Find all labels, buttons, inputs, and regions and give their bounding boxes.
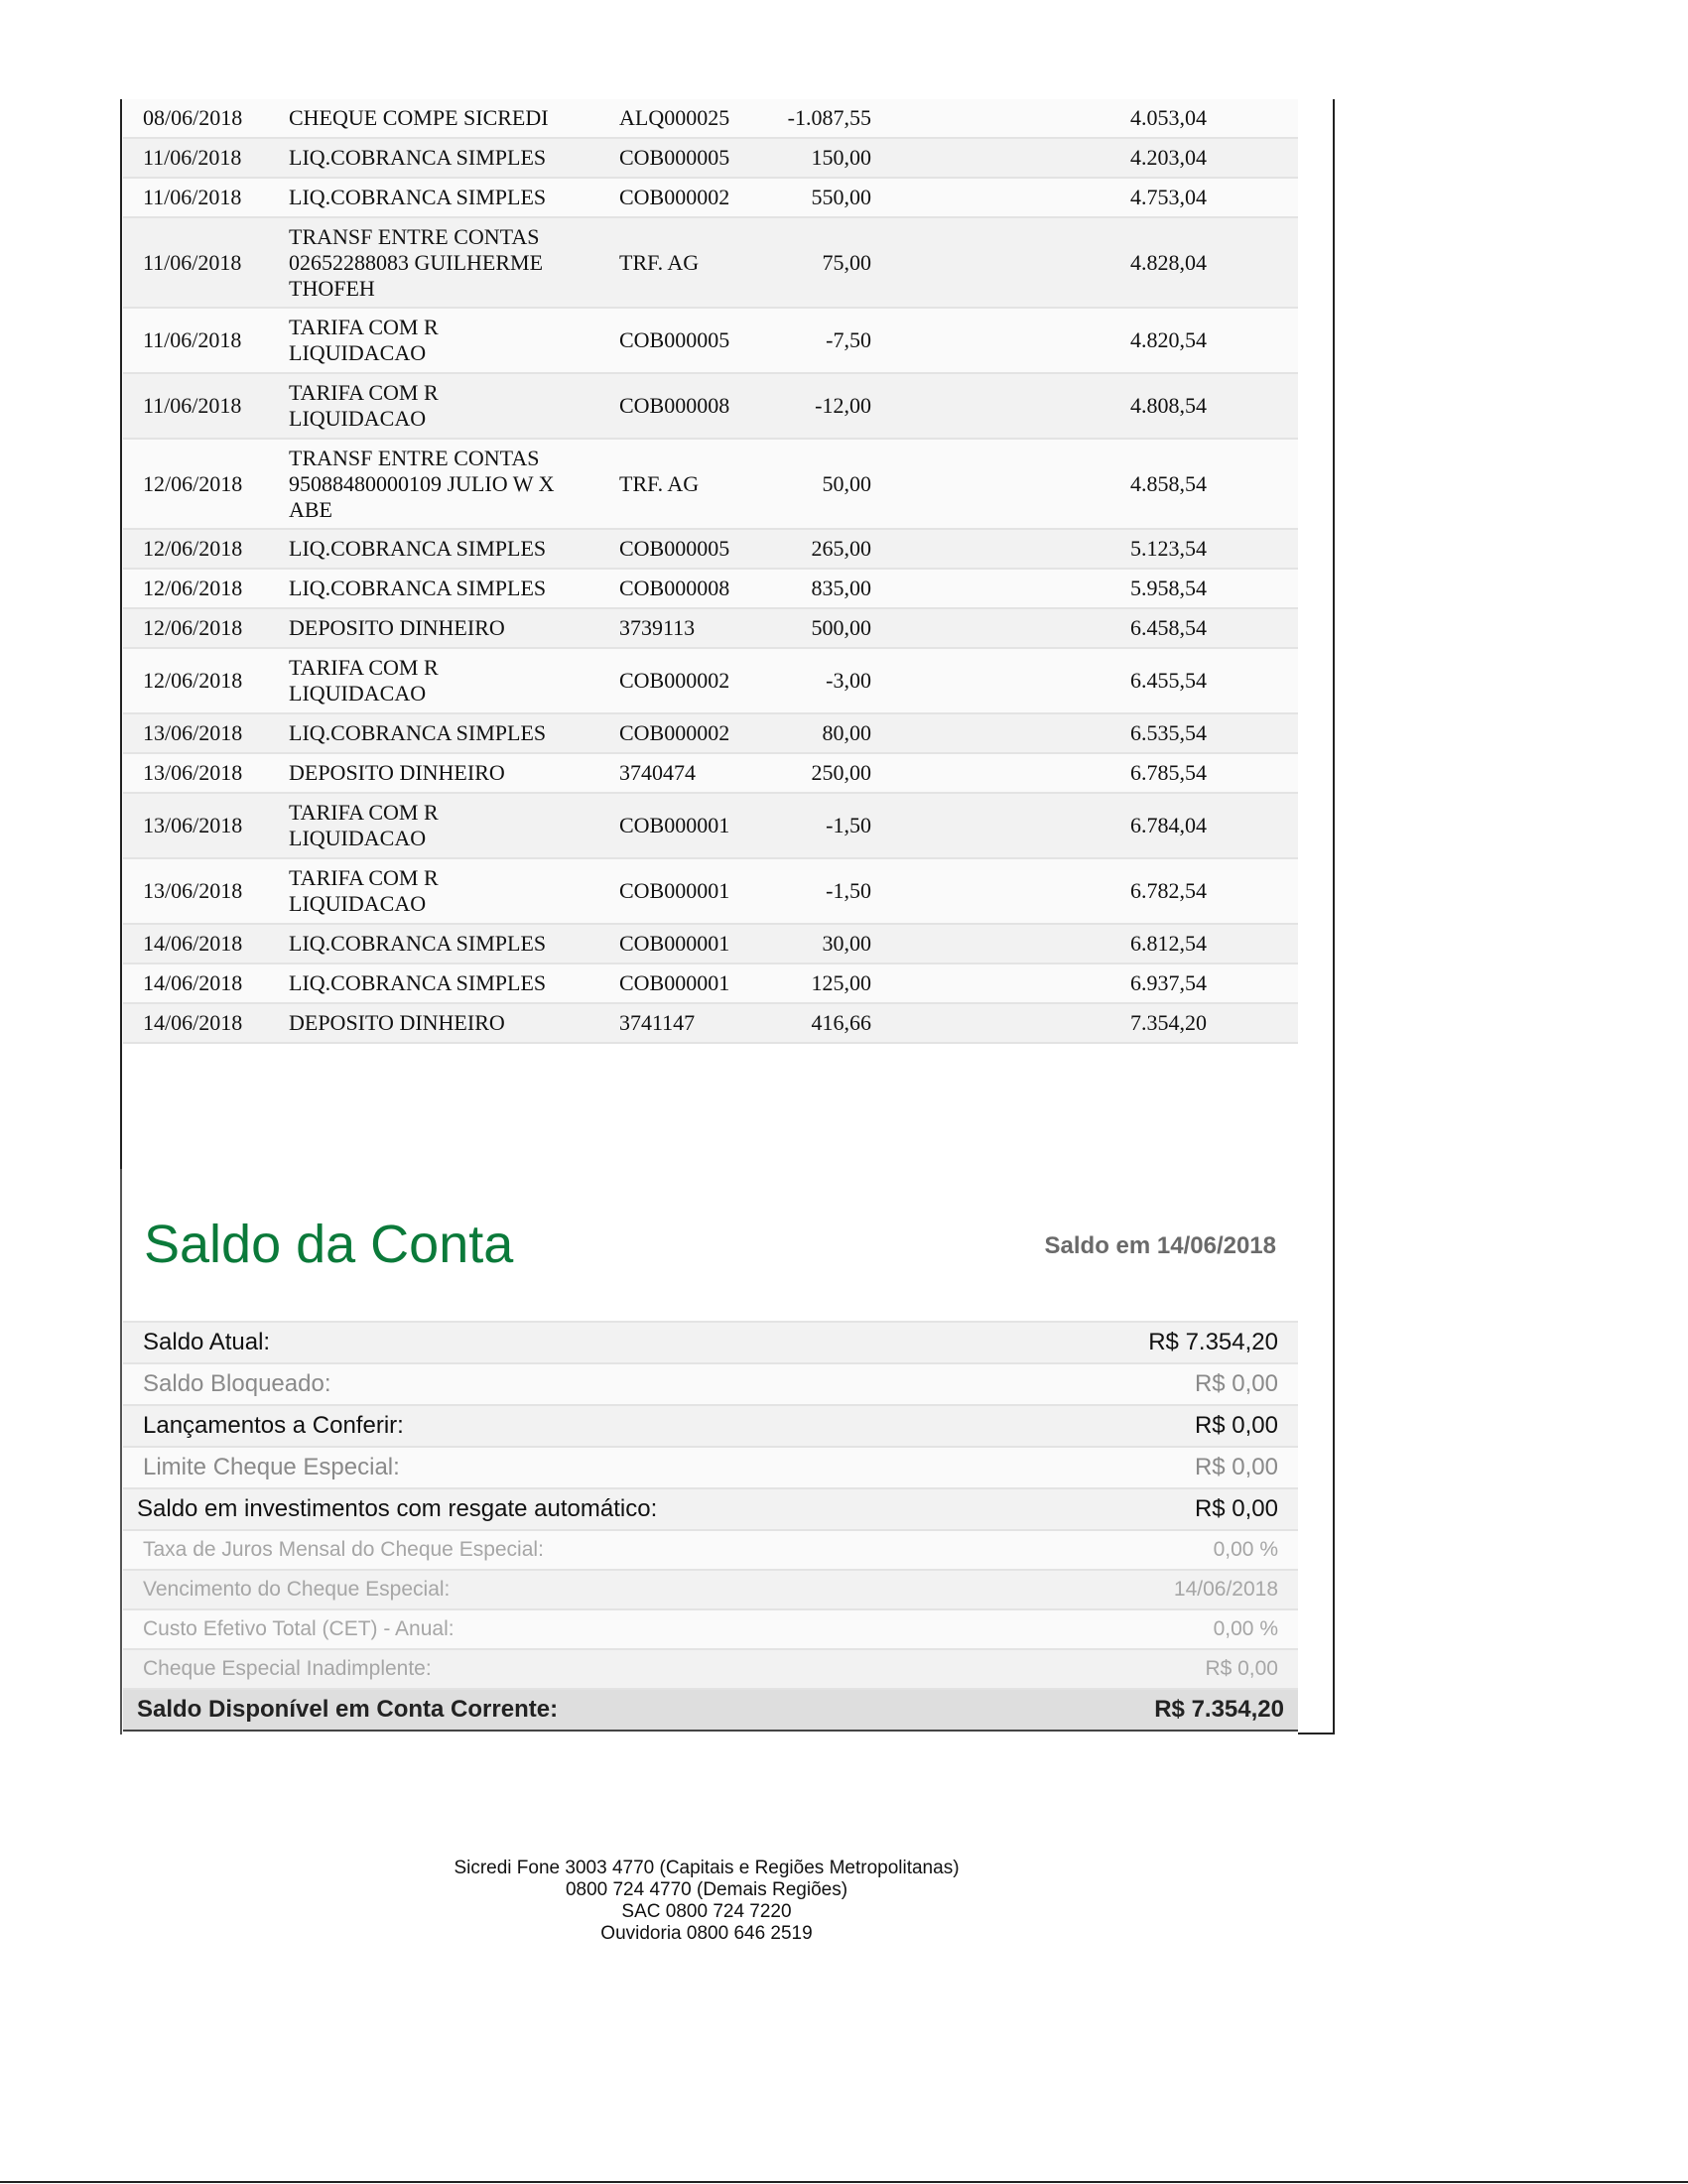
transaction-value: -1,50 bbox=[826, 878, 871, 903]
transaction-document: COB000005 bbox=[619, 145, 730, 170]
transaction-balance: 6.458,54 bbox=[1130, 615, 1207, 640]
transaction-date: 12/06/2018 bbox=[143, 615, 243, 640]
saldo-row-value: 14/06/2018 bbox=[1173, 1578, 1278, 1601]
saldo-row-value: 0,00 % bbox=[1213, 1617, 1278, 1640]
transaction-value: -7,50 bbox=[826, 327, 871, 352]
transaction-balance: 6.937,54 bbox=[1130, 970, 1207, 995]
transaction-balance: 4.820,54 bbox=[1130, 327, 1207, 352]
transaction-balance: 4.053,04 bbox=[1130, 105, 1207, 130]
transaction-description: DEPOSITO DINHEIRO bbox=[289, 1010, 505, 1035]
saldo-row-label: Vencimento do Cheque Especial: bbox=[143, 1578, 451, 1601]
transaction-value: -1,50 bbox=[826, 813, 871, 837]
transaction-date: 13/06/2018 bbox=[143, 813, 243, 837]
transaction-date: 11/06/2018 bbox=[143, 185, 242, 209]
transaction-row bbox=[123, 925, 1298, 964]
transaction-row bbox=[123, 859, 1298, 925]
transaction-balance: 4.828,04 bbox=[1130, 249, 1207, 275]
transaction-value: -1.087,55 bbox=[787, 105, 871, 130]
transaction-document: COB000002 bbox=[619, 185, 730, 209]
saldo-row-label: Limite Cheque Especial: bbox=[143, 1454, 400, 1480]
transaction-document: 3740474 bbox=[619, 760, 696, 785]
transaction-balance: 6.455,54 bbox=[1130, 668, 1207, 693]
transaction-document: COB000001 bbox=[619, 878, 730, 903]
transaction-description: TARIFA COM R LIQUIDACAO bbox=[289, 800, 439, 850]
transaction-document: COB000002 bbox=[619, 668, 730, 693]
transaction-row bbox=[123, 964, 1298, 1004]
transaction-balance: 5.958,54 bbox=[1130, 576, 1207, 600]
transaction-value: 416,66 bbox=[811, 1010, 871, 1035]
transaction-date: 12/06/2018 bbox=[143, 470, 243, 496]
transaction-balance: 6.782,54 bbox=[1130, 878, 1207, 903]
saldo-row bbox=[123, 1323, 1298, 1364]
transaction-description: TARIFA COM R LIQUIDACAO bbox=[289, 380, 439, 431]
transaction-row bbox=[123, 440, 1298, 530]
transaction-row bbox=[123, 609, 1298, 649]
transaction-value: 500,00 bbox=[811, 615, 871, 640]
transaction-row bbox=[123, 794, 1298, 859]
saldo-row-value: R$ 0,00 bbox=[1194, 1495, 1278, 1522]
page-bottom-line bbox=[0, 2181, 1688, 2183]
transaction-row bbox=[123, 1004, 1298, 1044]
footer-line: Sicredi Fone 3003 4770 (Capitais e Regiões Metropolitanas) bbox=[454, 1858, 960, 1878]
frame-left-line-lower bbox=[120, 1169, 122, 1734]
transaction-date: 13/06/2018 bbox=[143, 720, 243, 745]
transaction-date: 14/06/2018 bbox=[143, 1010, 243, 1035]
transaction-value: 75,00 bbox=[822, 249, 871, 275]
transaction-row bbox=[123, 218, 1298, 309]
saldo-row bbox=[123, 1531, 1298, 1571]
transaction-date: 14/06/2018 bbox=[143, 931, 243, 956]
saldo-row-value: R$ 0,00 bbox=[1194, 1454, 1278, 1480]
saldo-date-label: Saldo em 14/06/2018 bbox=[1044, 1232, 1276, 1259]
transaction-balance: 6.812,54 bbox=[1130, 931, 1207, 956]
transaction-description: CHEQUE COMPE SICREDI bbox=[289, 105, 549, 130]
saldo-row-value: R$ 0,00 bbox=[1205, 1657, 1278, 1680]
transaction-balance: 4.203,04 bbox=[1130, 145, 1207, 170]
transaction-value: 250,00 bbox=[811, 760, 871, 785]
transaction-date: 11/06/2018 bbox=[143, 393, 242, 418]
transaction-balance: 6.785,54 bbox=[1130, 760, 1207, 785]
transaction-document: TRF. AG bbox=[619, 249, 700, 275]
transaction-description: DEPOSITO DINHEIRO bbox=[289, 760, 505, 785]
transaction-balance: 4.858,54 bbox=[1130, 470, 1207, 496]
transaction-document: 3739113 bbox=[619, 615, 696, 640]
transaction-description: TARIFA COM R LIQUIDACAO bbox=[289, 865, 439, 916]
transaction-document: 3741147 bbox=[619, 1010, 696, 1035]
transaction-balance: 6.784,04 bbox=[1130, 813, 1207, 837]
transaction-document: COB000002 bbox=[619, 720, 730, 745]
transaction-date: 08/06/2018 bbox=[143, 105, 243, 130]
saldo-table bbox=[123, 1321, 1298, 1732]
transaction-row bbox=[123, 649, 1298, 714]
saldo-row-label: Custo Efetivo Total (CET) - Anual: bbox=[143, 1617, 454, 1640]
transaction-balance: 5.123,54 bbox=[1130, 536, 1207, 561]
transaction-balance: 4.808,54 bbox=[1130, 393, 1207, 418]
transaction-document: COB000001 bbox=[619, 970, 730, 995]
transaction-value: -3,00 bbox=[826, 668, 871, 693]
saldo-row-label: Taxa de Juros Mensal do Cheque Especial: bbox=[143, 1538, 544, 1561]
footer-contact bbox=[0, 1858, 1413, 1945]
transaction-description: LIQ.COBRANCA SIMPLES bbox=[289, 576, 547, 600]
transaction-description: TRANSF ENTRE CONTAS 95088480000109 JULIO W X ABE bbox=[289, 445, 555, 522]
transaction-document: TRF. AG bbox=[619, 470, 700, 496]
saldo-row-label: Saldo Disponível em Conta Corrente: bbox=[137, 1696, 559, 1723]
transactions-table bbox=[123, 99, 1298, 1044]
frame-left-line bbox=[120, 99, 122, 1169]
transaction-value: 80,00 bbox=[822, 720, 871, 745]
transaction-description: TARIFA COM R LIQUIDACAO bbox=[289, 655, 439, 706]
transaction-row bbox=[123, 714, 1298, 754]
frame-bottom-right-tick bbox=[1298, 1733, 1335, 1734]
transaction-value: -12,00 bbox=[815, 393, 871, 418]
saldo-row-value: R$ 0,00 bbox=[1194, 1412, 1278, 1439]
saldo-row-value: R$ 7.354,20 bbox=[1154, 1696, 1284, 1723]
transaction-row bbox=[123, 530, 1298, 570]
transaction-value: 30,00 bbox=[822, 931, 871, 956]
saldo-row bbox=[123, 1448, 1298, 1489]
saldo-row-label: Saldo Bloqueado: bbox=[143, 1370, 331, 1397]
saldo-row-label: Cheque Especial Inadimplente: bbox=[143, 1657, 432, 1680]
saldo-row bbox=[123, 1610, 1298, 1650]
transaction-balance: 4.753,04 bbox=[1130, 185, 1207, 209]
transaction-document: COB000005 bbox=[619, 536, 730, 561]
transaction-description: LIQ.COBRANCA SIMPLES bbox=[289, 720, 547, 745]
saldo-title: Saldo da Conta bbox=[144, 1215, 514, 1274]
transaction-date: 13/06/2018 bbox=[143, 760, 243, 785]
transaction-value: 550,00 bbox=[811, 185, 871, 209]
saldo-row bbox=[123, 1650, 1298, 1690]
transaction-description: LIQ.COBRANCA SIMPLES bbox=[289, 970, 547, 995]
saldo-row bbox=[123, 1406, 1298, 1448]
transaction-row bbox=[123, 309, 1298, 374]
transaction-date: 13/06/2018 bbox=[143, 878, 243, 903]
saldo-row-label: Saldo Atual: bbox=[143, 1329, 271, 1355]
transaction-date: 14/06/2018 bbox=[143, 970, 243, 995]
footer-line: 0800 724 4770 (Demais Regiões) bbox=[565, 1879, 848, 1900]
transaction-date: 12/06/2018 bbox=[143, 668, 243, 693]
saldo-row bbox=[123, 1690, 1298, 1732]
transaction-balance: 6.535,54 bbox=[1130, 720, 1207, 745]
transaction-document: COB000008 bbox=[619, 576, 730, 600]
transaction-balance: 7.354,20 bbox=[1130, 1010, 1207, 1035]
transaction-description: DEPOSITO DINHEIRO bbox=[289, 615, 505, 640]
saldo-row bbox=[123, 1364, 1298, 1406]
transaction-date: 11/06/2018 bbox=[143, 249, 242, 275]
transaction-date: 12/06/2018 bbox=[143, 576, 243, 600]
transaction-value: 150,00 bbox=[811, 145, 871, 170]
transaction-row bbox=[123, 374, 1298, 440]
transaction-description: LIQ.COBRANCA SIMPLES bbox=[289, 145, 547, 170]
saldo-row-label: Saldo em investimentos com resgate automático: bbox=[137, 1495, 658, 1522]
saldo-row bbox=[123, 1571, 1298, 1610]
transaction-document: ALQ000025 bbox=[619, 105, 730, 130]
saldo-row-value: 0,00 % bbox=[1213, 1538, 1278, 1561]
saldo-row-value: R$ 0,00 bbox=[1194, 1370, 1278, 1397]
saldo-row-label: Lançamentos a Conferir: bbox=[143, 1412, 404, 1439]
transaction-document: COB000001 bbox=[619, 813, 730, 837]
transaction-date: 11/06/2018 bbox=[143, 327, 242, 352]
transaction-description: LIQ.COBRANCA SIMPLES bbox=[289, 931, 547, 956]
transaction-value: 125,00 bbox=[811, 970, 871, 995]
transaction-date: 11/06/2018 bbox=[143, 145, 242, 170]
saldo-row bbox=[123, 1489, 1298, 1531]
transaction-value: 835,00 bbox=[811, 576, 871, 600]
transaction-row bbox=[123, 754, 1298, 794]
frame-right-line bbox=[1333, 99, 1335, 1734]
transaction-description: TARIFA COM R LIQUIDACAO bbox=[289, 315, 439, 365]
transaction-row bbox=[123, 139, 1298, 179]
transaction-value: 50,00 bbox=[822, 470, 871, 496]
transaction-description: LIQ.COBRANCA SIMPLES bbox=[289, 536, 547, 561]
footer-line: Ouvidoria 0800 646 2519 bbox=[600, 1923, 813, 1944]
transaction-document: COB000005 bbox=[619, 327, 730, 352]
transaction-row bbox=[123, 99, 1298, 139]
transaction-document: COB000001 bbox=[619, 931, 730, 956]
transaction-date: 12/06/2018 bbox=[143, 536, 243, 561]
transaction-document: COB000008 bbox=[619, 393, 730, 418]
transaction-row bbox=[123, 570, 1298, 609]
transaction-description: TRANSF ENTRE CONTAS 02652288083 GUILHERME THOFEH bbox=[289, 223, 544, 301]
transaction-row bbox=[123, 179, 1298, 218]
transaction-description: LIQ.COBRANCA SIMPLES bbox=[289, 185, 547, 209]
saldo-row-value: R$ 7.354,20 bbox=[1148, 1329, 1278, 1355]
footer-line: SAC 0800 724 7220 bbox=[621, 1901, 792, 1922]
transaction-value: 265,00 bbox=[811, 536, 871, 561]
